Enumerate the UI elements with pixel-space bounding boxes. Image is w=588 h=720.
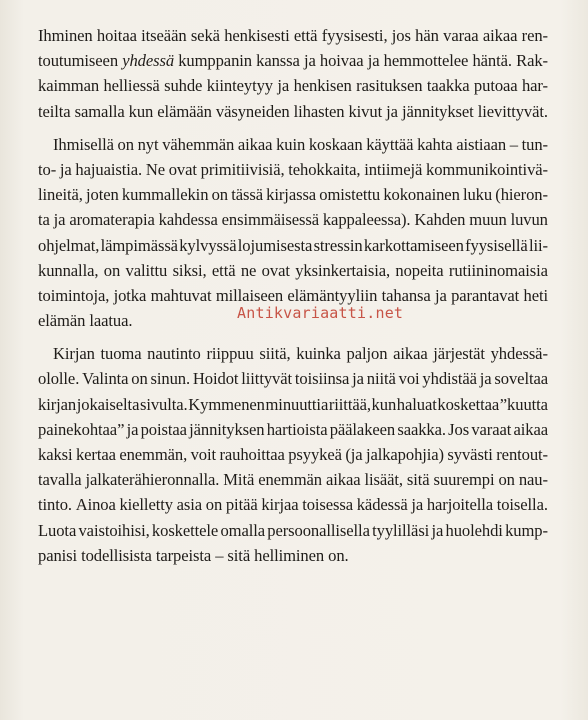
text-line: Kirjan tuoma nautinto riippuu siitä, kuinka paljon aikaa järjestät yhdessä- (53, 344, 548, 364)
text-line: Luota vaistoihisi, koskettele omalla persoonallisella tyylilläsi ja huolehdi kump- (38, 520, 548, 540)
text-line: Ihmisellä on nyt vähemmän aikaa kuin koskaan käyttää kahta aistiaan – tun- (53, 134, 548, 154)
text-line: Ihminen hoitaa itseään sekä henkisesti että fyysisesti, jos hän varaa aikaa ren- (38, 26, 548, 45)
text-line: kirjan jokaiselta sivulta. Kymmenen minuuttia riittää, kun haluat koskettaa ”kuutta (38, 394, 548, 414)
text-line: kunnalla, on valittu siksi, että ne ovat yksinkertaisia, nopeita rutiininomaisia (38, 260, 548, 280)
paragraph-3 (38, 341, 548, 568)
text-line: kaimman helliessä suhde kiinteytyy ja henkisen rasituksen taakka putoaa har- (38, 76, 548, 96)
watermark-text: Antikvariaatti.net (237, 304, 404, 322)
paragraph-1 (38, 23, 548, 124)
text-line: tavalla jalkaterähieronnalla. Mitä enemmän aikaa lisäät, sitä suurempi on nau- (38, 470, 548, 490)
paragraph-gap (38, 333, 548, 341)
text-line: lineitä, joten kummallekin on tässä kirjassa omistettu kokonainen luku (hieron- (38, 185, 548, 205)
text-line: toutumiseen yhdessä kumppanin kanssa ja hoivaa ja hemmottelee häntä. Rak- (38, 51, 548, 71)
text-line: toimintoja, jotka mahtuvat millaiseen elämäntyyliin tahansa ja parantavat heti (38, 285, 548, 305)
text-line: painekohtaa” ja poistaa jännityksen hartioista päälakeen saakka. Jos varaat aikaa (38, 419, 548, 439)
body-text (38, 23, 548, 568)
text-line: ohjelmat, lämpimässä kylvyssä lojumisesta stressin karkottamiseen fyysisellä lii- (38, 235, 548, 255)
paragraph-gap (38, 124, 548, 132)
text-line: to- ja hajuaistia. Ne ovat primitiivisiä, tehokkaita, intiimejä kommunikointivä- (38, 159, 548, 179)
text-line: elämän laatua. (38, 311, 133, 331)
text-line: tinto. Ainoa kielletty asia on pitää kirjaa toisessa kädessä ja harjoitella toisella. (38, 495, 548, 515)
text-line: teilta samalla kun elämään väsyneiden lihasten kivut ja jännitykset lievittyvät. (38, 101, 548, 121)
text-line: panisi todellisista tarpeista – sitä helliminen on. (38, 545, 349, 565)
text-line: kaksi kertaa enemmän, voit rauhoittaa psyykeä (ja jalkapohjia) syvästi rentout- (38, 445, 548, 464)
text-line: ololle. Valinta on sinun. Hoidot liittyvät toisiinsa ja niitä voi yhdistää ja soveltaa (38, 369, 548, 389)
text-line: ta ja aromaterapia kahdessa ensimmäisessä kappaleessa). Kahden muun luvun (38, 210, 548, 230)
